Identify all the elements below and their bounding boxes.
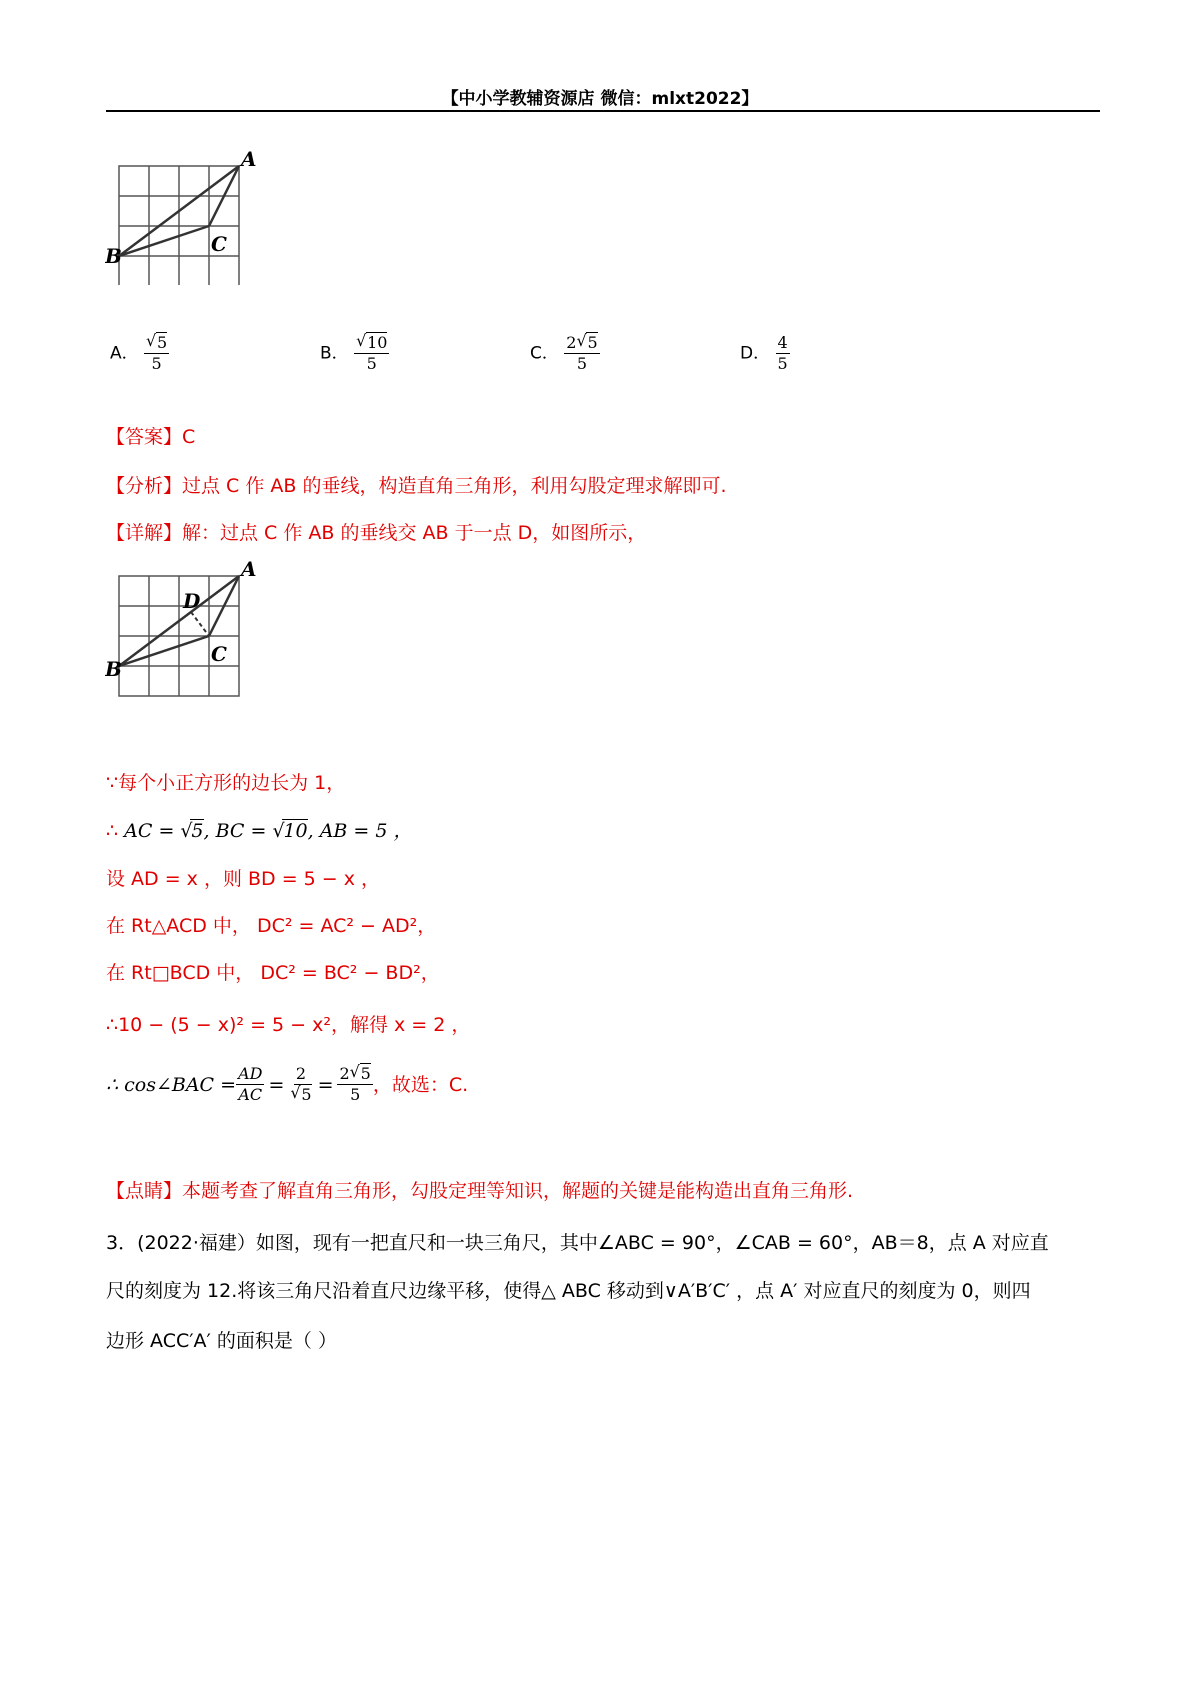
- label-D: D: [183, 589, 201, 613]
- answer-line: [106, 424, 195, 450]
- answer-value: C: [182, 426, 196, 448]
- step-4: 在 Rt△ACD 中， DC² = AC² − AD²，: [106, 915, 437, 937]
- option-a-den: 5: [151, 354, 162, 373]
- step-7-f1-num: AD: [238, 1064, 263, 1083]
- option-a-num: 5: [157, 333, 168, 352]
- label-A: A: [241, 560, 257, 581]
- step-2-bc-root: [272, 820, 307, 842]
- step-7-frac-2: [288, 1064, 313, 1105]
- step-2-prefix: ∴: [106, 820, 119, 842]
- comment-text: 本题考查了解直角三角形，勾股定理等知识，解题的关键是能构造出直角三角形.: [182, 1180, 854, 1202]
- step-7: ∴ cos∠BAC = $\frac{AD}{AC}$ = 2 √ 5 = $\frac{2√ 5}{5}$ ，故选：C.: [106, 1064, 468, 1105]
- step-5: 在 Rt□BCD 中， DC² = BC² − BD²，: [106, 962, 440, 984]
- comment-line: [106, 1178, 853, 1204]
- option-d: [740, 333, 790, 374]
- analysis-tag: 【分析】: [106, 475, 183, 497]
- option-a-value: [144, 333, 169, 374]
- comment-tag: 【点睛】: [106, 1180, 183, 1202]
- step-7-frac-1: [236, 1064, 264, 1105]
- option-d-value: [776, 333, 790, 374]
- label-B: B: [105, 244, 122, 268]
- step-2-ab: , AB = 5 ，: [307, 820, 413, 842]
- step-6: ∴10 − (5 − x)² = 5 − x²，解得 x = 2 ，: [106, 1014, 471, 1036]
- step-7-f1-den: AC: [238, 1085, 263, 1104]
- step-7-prefix: ∴ cos∠BAC =: [106, 1073, 237, 1096]
- step-7-frac-3: [337, 1064, 372, 1105]
- analysis-line: [106, 473, 727, 499]
- grid-figure-1: [105, 150, 275, 285]
- page-header: 【中小学教辅资源店 微信：mlxt2022】: [441, 89, 759, 109]
- option-c-coef: 2: [566, 333, 577, 352]
- option-d-num: 4: [777, 333, 788, 352]
- step-3: 设 AD = x ，则 BD = 5 − x ，: [106, 868, 381, 890]
- option-b-num: 10: [367, 333, 388, 352]
- label-C: C: [211, 232, 227, 256]
- q3-line-2: 尺的刻度为 12.将该三角尺沿着直尺边缘平移，使得△ ABC 移动到∨A′B′C′ ，点 A′ 对应直尺的刻度为 0，则四: [106, 1280, 1031, 1302]
- step-2-ac-root: [180, 820, 203, 842]
- label-B: B: [105, 657, 122, 681]
- option-c-letter: C．: [530, 343, 559, 364]
- step-2: [106, 818, 413, 844]
- option-b-den: 5: [366, 354, 377, 373]
- analysis-text: 过点 C 作 AB 的垂线，构造直角三角形，利用勾股定理求解即可.: [182, 475, 727, 497]
- option-c-value: [564, 333, 599, 374]
- step-1: ∵每个小正方形的边长为 1，: [106, 772, 346, 794]
- step-7-f3-den: 5: [350, 1085, 361, 1104]
- option-c: [530, 333, 600, 374]
- step-2-ac-rad: 5: [191, 820, 204, 842]
- step-7-f3-rad: 5: [360, 1064, 371, 1083]
- option-c-num: 5: [587, 333, 598, 352]
- step-7-f2-den: 5: [301, 1085, 312, 1104]
- option-d-letter: D．: [740, 343, 771, 364]
- option-b: [320, 333, 389, 374]
- detail-text: 解：过点 C 作 AB 的垂线交 AB 于一点 D，如图所示，: [182, 522, 647, 544]
- label-C: C: [211, 642, 227, 666]
- step-2-ac: AC =: [124, 820, 181, 842]
- option-b-letter: B．: [320, 343, 349, 364]
- q3-line-1: 3．(2022·福建）如图，现有一把直尺和一块三角尺，其中∠ABC = 90°，∠CAB = 60°，AB＝8，点 A 对应直: [106, 1232, 1049, 1254]
- option-a: [110, 333, 169, 374]
- header-rule: [106, 110, 1100, 112]
- option-c-den: 5: [576, 354, 588, 373]
- step-7-suffix: ，故选：C.: [372, 1073, 469, 1096]
- grid-figure-2: [105, 560, 275, 710]
- option-d-den: 5: [777, 354, 788, 373]
- detail-tag: 【详解】: [106, 522, 183, 544]
- answer-tag: 【答案】: [106, 426, 183, 448]
- step-7-f3-coef: 2: [339, 1064, 350, 1083]
- option-b-value: [354, 333, 389, 374]
- step-7-f2-num: 2: [295, 1064, 307, 1083]
- label-A: A: [241, 150, 257, 171]
- option-a-letter: A．: [110, 343, 139, 364]
- step-2-bc-rad: 10: [283, 820, 308, 842]
- step-2-bc: , BC =: [203, 820, 273, 842]
- detail-line: [106, 520, 646, 546]
- q3-line-3: 边形 ACC′A′ 的面积是（ ）: [106, 1330, 337, 1352]
